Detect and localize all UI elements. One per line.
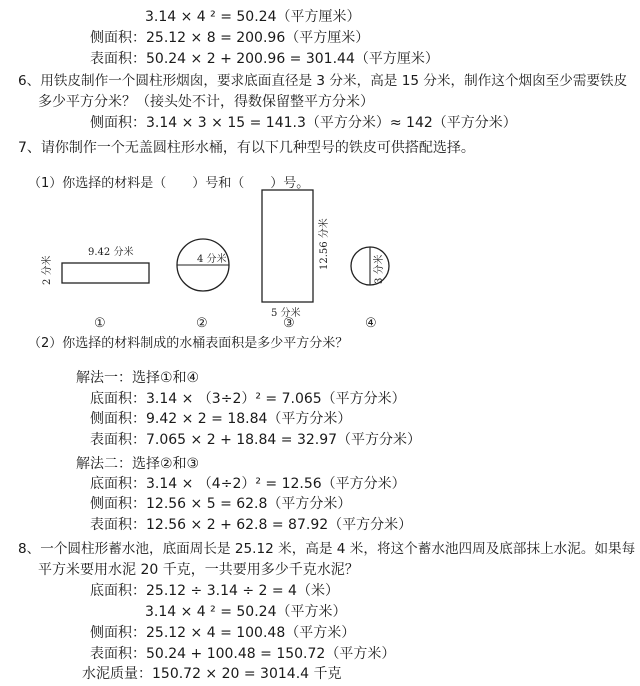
shape-number-2: ② bbox=[196, 316, 208, 331]
question-7: 7、请你制作一个无盖圆柱形水桶，有以下几种型号的铁皮可供搭配选择。 bbox=[18, 140, 475, 156]
question-8-cement-mass: 水泥质量：150.72 × 20 = 3014.4 千克 bbox=[82, 666, 342, 682]
question-8-base-radius: 底面积：25.12 ÷ 3.14 ÷ 2 = 4（米） bbox=[90, 583, 339, 599]
question-6-answer: 侧面积：3.14 × 3 × 15 = 141.3（平方分米）≈ 142（平方分米） bbox=[90, 115, 517, 131]
text-line-2: 侧面积：25.12 × 8 = 200.96（平方厘米） bbox=[90, 30, 370, 46]
solution-2-surface-area: 表面积：12.56 × 2 + 62.8 = 87.92（平方分米） bbox=[90, 517, 413, 533]
solution-2-title: 解法二：选择②和③ bbox=[76, 456, 200, 472]
question-8-surface-area: 表面积：50.24 + 100.48 = 150.72（平方米） bbox=[90, 646, 396, 662]
question-6-line-2: 多少平方分米？（接头处不计，得数保留整平方分米） bbox=[38, 94, 374, 110]
question-8-side-area: 侧面积：25.12 × 4 = 100.48（平方米） bbox=[90, 625, 356, 641]
question-8-line-1: 8、一个圆柱形蓄水池，底面周长是 25.12 米，高是 4 米，将这个蓄水池四周及底部抹上水泥。如果每 bbox=[18, 541, 636, 557]
circle-2-diameter-label: 4 分米 bbox=[197, 254, 227, 265]
question-7-part-1: （1）你选择的材料是（ ）号和（ ）号。 bbox=[28, 176, 310, 191]
circle-4-diameter-label: 3 分米 bbox=[374, 254, 385, 284]
text-line-3: 表面积：50.24 × 2 + 200.96 = 301.44（平方厘米） bbox=[90, 51, 439, 67]
text-line-1: 3.14 × 4 ² = 50.24（平方厘米） bbox=[145, 9, 361, 25]
shape-number-1: ① bbox=[94, 316, 106, 331]
rectangle-1 bbox=[62, 263, 149, 283]
shape-number-3: ③ bbox=[283, 316, 295, 331]
rectangle-1-width-label: 2 分米 bbox=[42, 255, 53, 285]
question-6-line-1: 6、用铁皮制作一个圆柱形烟囱，要求底面直径是 3 分米，高是 15 分米，制作这个烟囱至少需要铁皮 bbox=[18, 73, 628, 89]
solution-1-title: 解法一：选择①和④ bbox=[76, 370, 200, 386]
solution-1-base-area: 底面积：3.14 × （3÷2）² = 7.065（平方分米） bbox=[90, 391, 406, 407]
solution-2-base-area: 底面积：3.14 × （4÷2）² = 12.56（平方分米） bbox=[90, 476, 406, 492]
question-8-line-2: 平方米要用水泥 20 千克，一共要用多少千克水泥？ bbox=[38, 562, 359, 578]
rectangle-1-length-label: 9.42 分米 bbox=[88, 247, 134, 258]
shape-number-4: ④ bbox=[365, 316, 377, 331]
solution-1-side-area: 侧面积：9.42 × 2 = 18.84（平方分米） bbox=[90, 411, 352, 427]
rectangle-3 bbox=[262, 190, 313, 302]
question-8-base-area: 3.14 × 4 ² = 50.24（平方米） bbox=[145, 604, 347, 620]
rectangle-3-height-label: 12.56 分米 bbox=[319, 218, 330, 270]
solution-2-side-area: 侧面积：12.56 × 5 = 62.8（平方分米） bbox=[90, 496, 352, 512]
material-figure bbox=[0, 165, 640, 335]
question-7-part-2: （2）你选择的材料制成的水桶表面积是多少平方分米？ bbox=[28, 336, 349, 351]
solution-1-surface-area: 表面积：7.065 × 2 + 18.84 = 32.97（平方分米） bbox=[90, 432, 422, 448]
rectangle-3-width-label: 5 分米 bbox=[271, 308, 301, 319]
